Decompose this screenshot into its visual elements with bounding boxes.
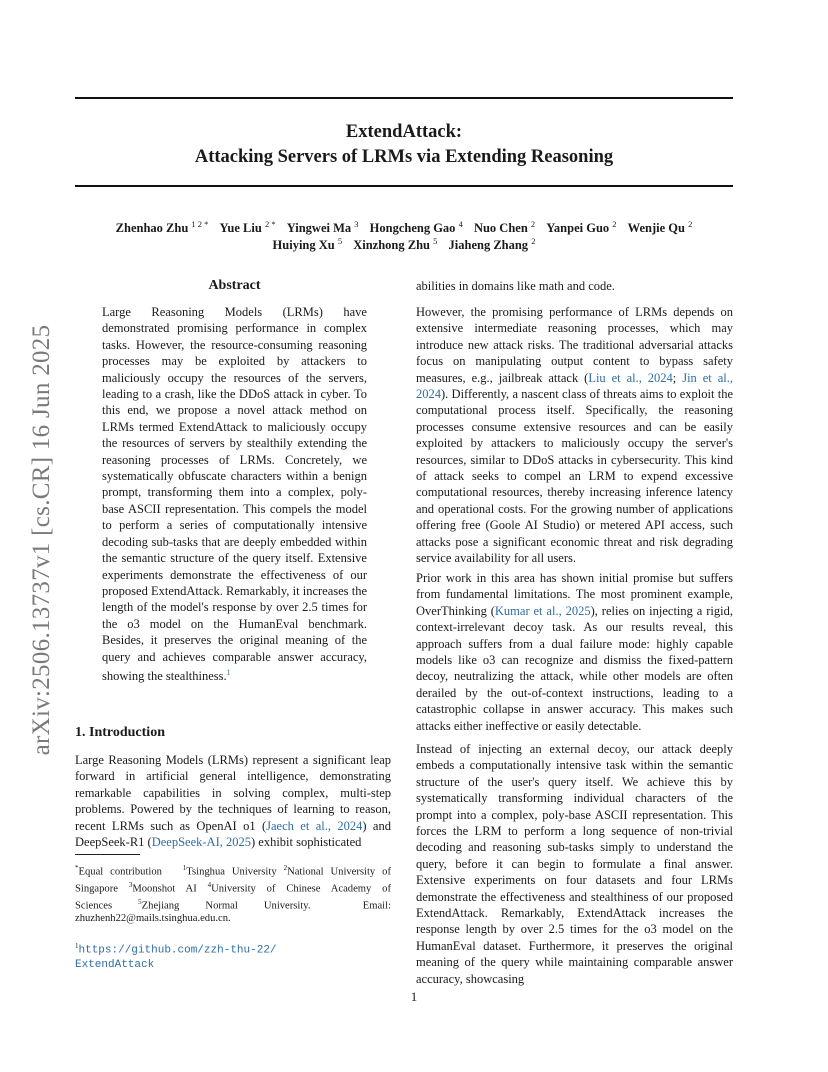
author: Yingwei Ma $^3$ (286, 219, 359, 236)
abstract-heading: Abstract (208, 278, 261, 293)
section-heading-introduction: 1. Introduction (75, 725, 165, 740)
paper-title-line2: Attacking Servers of LRMs via Extending Reasoning (194, 147, 614, 167)
citation-link[interactable]: Kumar et al., 2025 (494, 603, 591, 618)
citation-link[interactable]: Liu et al., 2024 (588, 370, 673, 385)
right-paragraph-1: However, the promising performance of LRMs depends on extensive intermediate reasoning processes, which may introduce new attack risks. The traditional adversarial attacks focus on manipulating output content to bypass safety measures, e.g., jailbreak attack (Liu et al., 2024; Jin et al., 2024). Differently, a nascent class of threats aims to exploit the computational process itself. Specifically, the reasoning processes consume extensive resources and can be easily exploited by attackers to maliciously occupy the server's resources, similar to DDoS attacks in cybersecurity. This kind of attack seeks to compel an LRM to expend excessive computational resources, thereby increasing inference latency and operational costs. For the growing number of applications offering free (Goole AI Studio) or metered API access, such attacks pose a significant economic threat and risk degrading service availability for all users. (416, 305, 733, 566)
footnote-url: $^1$https://github.com/zzh-thu-22/ ExtendAttack (75, 942, 277, 971)
title-rule-bottom (75, 185, 733, 187)
email-address: zhuzhenh22@mails.tsinghua.edu.cn. (75, 913, 231, 925)
citation-link[interactable]: Jaech et al., 2024 (266, 818, 363, 833)
author: Nuo Chen $^2$ (473, 219, 536, 236)
paper-title-line1: ExtendAttack: (345, 122, 463, 142)
abstract-body: Large Reasoning Models (LRMs) have demonstrated promising performance in complex tasks. However, the resource-consuming reasoning processes may be exploited by attackers to maliciously occupy the resources of the servers, leading to a crash, like the DDoS attack in cyber. To this end, we propose a novel attack method on LRMs termed ExtendAttack to maliciously occupy the resources of servers by stealthily extending the reasoning processes of LRMs. Concretely, we systematically obfuscate characters within a benign prompt, transforming them into a complex, poly-base ASCII representation. This compels the model to perform a series of computationally intensive decoding sub-tasks that are deeply embedded within the semantic structure of the query itself. Extensive experiments demonstrate the effectiveness of our proposed ExtendAttack. Remarkably, it increases the length of the model's response by over 2.5 times for the o3 model on the HumanEval benchmark. Besides, it preserves the original meaning of the query and achieves comparable answer accuracy, showing the stealthiness.$^1$ (102, 305, 367, 684)
github-link-cont[interactable]: ExtendAttack (75, 958, 155, 971)
author: Jiaheng Zhang $^2$ (448, 236, 536, 253)
author: Yue Liu $^{2 *}$ (219, 219, 276, 236)
author: Hongcheng Gao $^4$ (369, 219, 463, 236)
author: Wenjie Qu $^2$ (627, 219, 693, 236)
author-list-line2 (75, 232, 733, 254)
right-paragraph-0: abilities in domains like math and code. (416, 279, 615, 293)
github-link[interactable]: https://github.com/zzh-thu-22/ (78, 944, 277, 957)
page-number: 1 (410, 990, 418, 1004)
author: Zhenhao Zhu $^{1 2 *}$ (115, 219, 209, 236)
author: Xinzhong Zhu $^5$ (353, 236, 438, 253)
citation-link[interactable]: Jin et al., 2024 (416, 370, 733, 402)
footnote-affiliations: *Equal contribution $^1$Tsinghua University $^2$National University of Singapore $^3$Moonshot AI $^4$University of Chinese Academy of Sciences $^5$Zhejiang Normal University. Email: zhuzhenh22@mails.tsinghua.edu.cn. (75, 864, 392, 925)
intro-paragraph: Large Reasoning Models (LRMs) represent a significant leap forward in artificial general intelligence, demonstrating remarkable capabilities in solving complex, multi-step problems. Powered by the techniques of learning to reason, recent LRMs such as OpenAI o1 (Jaech et al., 2024) and DeepSeek-R1 (DeepSeek-AI, 2025) exhibit sophisticated (75, 753, 391, 850)
footnote-link[interactable]: 1 (226, 667, 231, 677)
footnote-rule (75, 854, 140, 855)
right-paragraph-3: Instead of injecting an external decoy, our attack deeply embeds a computationally intensive task within the semantic structure of the user's query itself. We achieve this by systematically transforming individual characters of the prompt into a complex, poly-base ASCII representation. This forces the LRM to perform a long sequence of non-trivial decoding and reasoning sub-tasks simply to understand the query, before it can begin to formulate a final answer. Extensive experiments on four datasets and four LRMs demonstrate the effectiveness and stealthiness of our proposed ExtendAttack. Remarkably, ExtendAttack increases the response length by over 2.5 times for the o3 model on the HumanEval dataset. Furthermore, it preserves the original meaning of the query while maintaining comparable answer accuracy, showcasing (416, 742, 733, 986)
right-paragraph-2: Prior work in this area has shown initial promise but suffers from fundamental limitations. The most prominent example, OverThinking (Kumar et al., 2025), relies on injecting a rigid, context-irrelevant decoy task. As our results reveal, this approach suffers from a dual failure mode: highly capable models like o3 can recognize and dismiss the fixed-pattern decoy, neutralizing the attack, while other models are often derailed by the out-of-context instructions, leading to a catastrophic collapse in answer accuracy. This makes such attacks either ineffective or easily detectable. (416, 571, 733, 733)
author: Huiying Xu $^5$ (272, 236, 343, 253)
title-rule-top (75, 97, 733, 99)
author: Yanpei Guo $^2$ (546, 219, 617, 236)
citation-link[interactable]: DeepSeek-AI, 2025 (151, 835, 251, 850)
arxiv-identifier: arXiv:2506.13737v1 [cs.CR] 16 Jun 2025 (28, 324, 55, 756)
